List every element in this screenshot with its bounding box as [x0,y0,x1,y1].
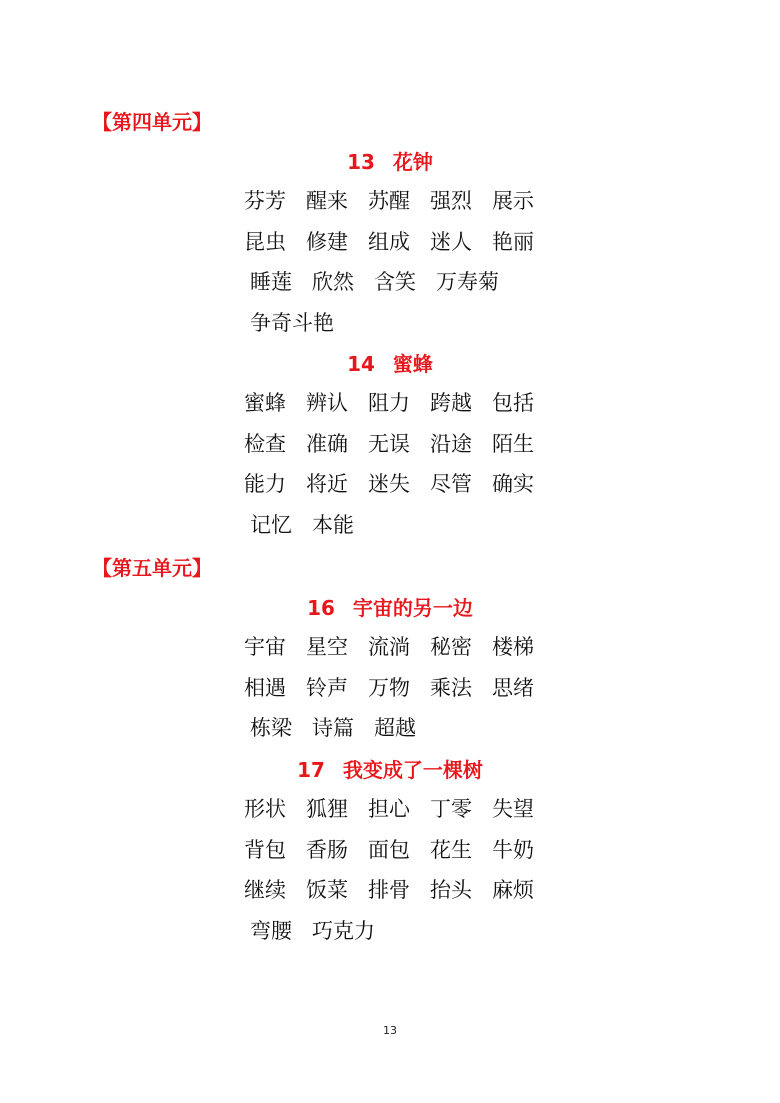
vocab-word: 弯腰 [250,918,292,943]
vocab-word: 饭菜 [306,878,348,902]
vocab-word: 丁零 [430,797,472,821]
vocab-word: 巧克力 [312,918,375,943]
lesson-number: 17 [297,758,325,782]
lesson-heading [0,596,780,620]
vocab-row [244,877,554,903]
vocab-word: 睡莲 [250,270,292,294]
lesson-number: 14 [347,352,375,376]
vocab-row [244,837,554,863]
vocab-row [244,188,554,214]
vocab-word: 醒来 [306,189,348,213]
lesson-number: 13 [347,150,375,174]
lesson-heading [0,758,780,782]
vocab-word: 迷人 [430,229,472,254]
vocab-word: 继续 [244,878,286,902]
vocab-word: 乘法 [430,675,472,700]
unit-heading: 【第四单元】 [92,110,212,134]
vocab-word: 含笑 [374,270,416,294]
vocab-word: 尽管 [430,472,472,496]
vocab-word: 阻力 [368,391,410,415]
vocab-word: 宇宙 [244,635,286,659]
vocab-word: 抬头 [430,878,472,902]
vocab-word: 铃声 [306,675,348,700]
vocab-word: 秘密 [430,635,472,659]
vocab-word: 昆虫 [244,229,286,254]
unit-heading: 【第五单元】 [92,556,212,580]
vocab-row [250,512,374,538]
vocab-word: 思绪 [492,675,534,700]
lesson-heading [0,150,780,174]
lesson-title: 我变成了一棵树 [342,758,483,782]
vocab-word: 香肠 [306,837,348,862]
vocab-word: 背包 [244,837,286,862]
vocab-word: 花生 [430,837,472,862]
vocab-word: 能力 [244,472,286,496]
vocab-word: 芬芳 [244,189,286,213]
vocab-word: 担心 [368,797,410,821]
vocab-word: 牛奶 [492,837,534,862]
vocab-row [244,471,554,497]
vocab-word: 星空 [306,635,348,659]
vocab-word: 流淌 [368,635,410,659]
vocab-word: 相遇 [244,675,286,700]
vocab-word: 欣然 [312,270,354,294]
vocab-word: 将近 [306,472,348,496]
vocab-word: 本能 [312,512,354,537]
vocab-row [250,269,519,295]
vocab-word: 确实 [492,472,534,496]
lesson-heading [0,352,780,376]
vocab-word: 检查 [244,431,286,456]
vocab-word: 蜜蜂 [244,391,286,415]
vocab-row [244,675,554,701]
vocab-word: 迷失 [368,472,410,496]
vocab-word: 麻烦 [492,878,534,902]
vocab-word: 面包 [368,837,410,862]
vocab-row [250,715,436,741]
vocab-word: 辨认 [306,391,348,415]
vocab-word: 超越 [374,716,416,740]
vocab-row [244,229,554,255]
vocab-word: 展示 [492,189,534,213]
vocab-word: 记忆 [250,512,292,537]
vocab-word: 失望 [492,797,534,821]
page-number: 13 [383,1024,397,1037]
vocab-word: 争奇斗艳 [250,310,334,335]
vocab-word: 形状 [244,797,286,821]
vocab-word: 沿途 [430,431,472,456]
vocab-word: 栋梁 [250,716,292,740]
lesson-number: 16 [307,596,335,620]
lesson-title: 蜜蜂 [392,352,433,376]
vocab-row [244,634,554,660]
vocab-word: 排骨 [368,878,410,902]
vocab-word: 强烈 [430,189,472,213]
vocab-row [244,796,554,822]
vocab-word: 狐狸 [306,797,348,821]
vocab-word: 诗篇 [312,716,354,740]
vocab-word: 包括 [492,391,534,415]
vocab-word: 陌生 [492,431,534,456]
vocab-word: 万物 [368,675,410,700]
vocab-word: 楼梯 [492,635,534,659]
vocab-word: 无误 [368,431,410,456]
vocab-word: 苏醒 [368,189,410,213]
lesson-title: 花钟 [392,150,433,174]
lesson-title: 宇宙的另一边 [352,596,473,620]
vocab-row [244,431,554,457]
vocab-word: 艳丽 [492,229,534,254]
vocab-row [250,310,354,336]
vocab-word: 组成 [368,229,410,254]
vocab-row [244,390,554,416]
vocab-word: 修建 [306,229,348,254]
vocab-row [250,918,395,944]
vocab-word: 万寿菊 [436,270,499,294]
vocab-word: 准确 [306,431,348,456]
vocab-word: 跨越 [430,391,472,415]
